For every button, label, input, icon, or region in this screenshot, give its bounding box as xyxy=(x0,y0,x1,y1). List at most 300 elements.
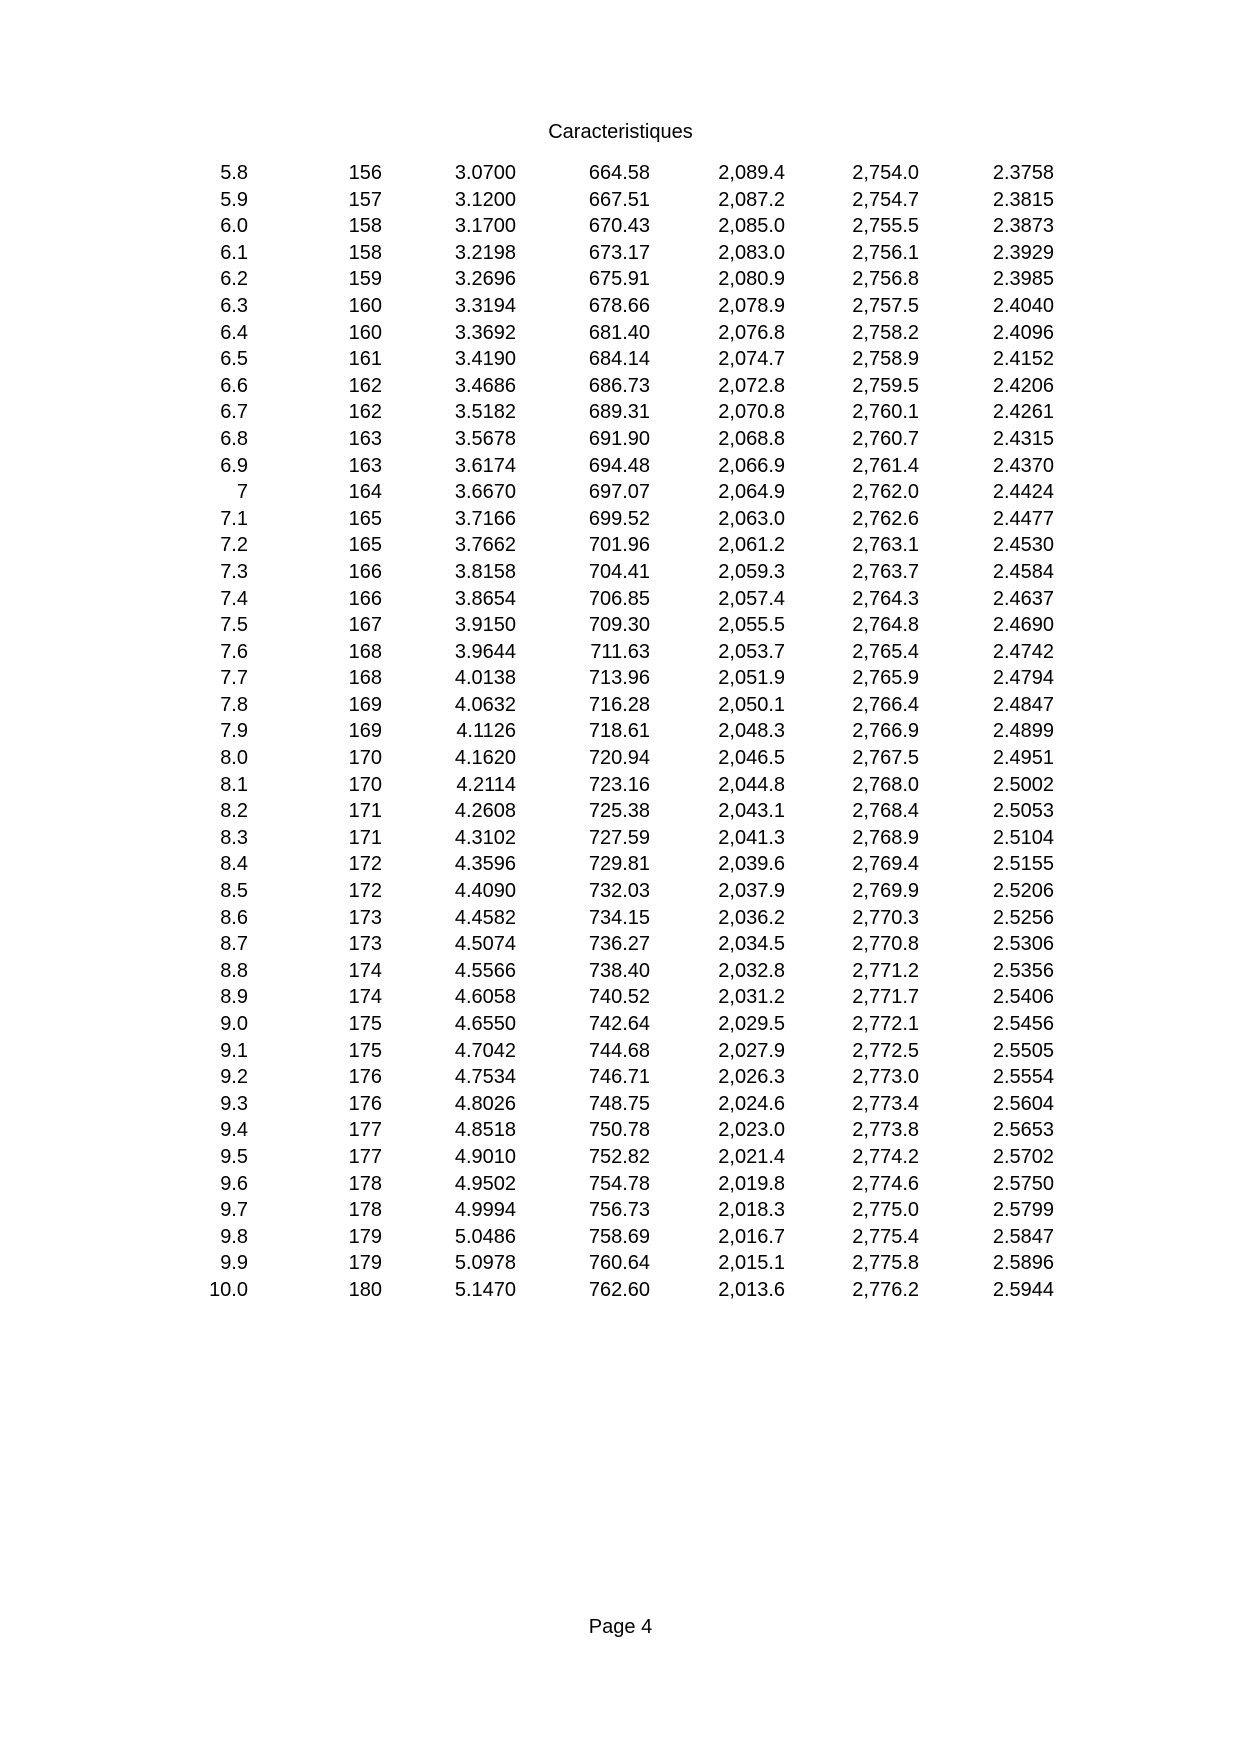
table-row xyxy=(164,825,1054,852)
table-row xyxy=(164,559,1054,586)
table-cell: 2,759.5 xyxy=(852,374,919,397)
table-row xyxy=(164,692,1054,719)
table-cell: 7.2 xyxy=(220,534,248,557)
table-cell: 2,089.4 xyxy=(718,162,785,184)
table-cell: 2.4951 xyxy=(992,747,1054,770)
table-cell: 3.9150 xyxy=(454,614,516,637)
table-cell: 742.64 xyxy=(588,1013,650,1035)
table-cell: 2.4206 xyxy=(992,374,1054,397)
table-cell: 3.9644 xyxy=(454,640,516,663)
table-cell: 3.7166 xyxy=(454,507,516,530)
table-cell: 2,764.3 xyxy=(852,587,919,610)
table-cell: 756.73 xyxy=(588,1199,650,1222)
table-cell: 2,048.3 xyxy=(718,720,785,743)
table-cell: 2.5604 xyxy=(992,1092,1054,1115)
table-cell: 3.8654 xyxy=(454,587,516,610)
table-cell: 4.1126 xyxy=(456,720,516,743)
table-cell: 2.5750 xyxy=(992,1172,1054,1195)
table-cell: 2,080.9 xyxy=(718,268,785,291)
table-cell: 2,771.2 xyxy=(852,959,919,982)
table-cell: 175 xyxy=(348,1013,382,1035)
table-cell: 4.2608 xyxy=(454,800,516,823)
table-cell: 6.4 xyxy=(220,321,248,344)
table-cell: 762.60 xyxy=(588,1278,650,1301)
table-cell: 2,013.6 xyxy=(718,1278,785,1301)
table-row xyxy=(164,266,1054,293)
table-cell: 177 xyxy=(348,1145,382,1168)
table-cell: 2,762.6 xyxy=(852,507,919,530)
table-cell: 738.40 xyxy=(588,959,650,982)
table-row xyxy=(164,1197,1054,1224)
table-cell: 9.1 xyxy=(220,1039,248,1062)
table-cell: 9.3 xyxy=(220,1092,248,1115)
table-cell: 746.71 xyxy=(588,1066,650,1089)
table-cell: 718.61 xyxy=(588,720,650,743)
table-cell: 2,758.9 xyxy=(852,348,919,371)
table-row xyxy=(164,426,1054,453)
table-cell: 6.6 xyxy=(220,374,248,397)
table-cell: 2.4315 xyxy=(992,427,1054,450)
table-cell: 709.30 xyxy=(588,614,650,637)
table-cell: 2,068.8 xyxy=(718,427,785,450)
table-cell: 3.3194 xyxy=(454,294,516,317)
table-cell: 3.4190 xyxy=(454,348,516,371)
table-cell: 163 xyxy=(348,427,382,450)
table-cell: 2,078.9 xyxy=(718,294,785,317)
table-cell: 2,085.0 xyxy=(718,215,785,238)
table-cell: 2.5002 xyxy=(992,773,1054,796)
table-cell: 4.9994 xyxy=(454,1199,516,1222)
table-cell: 162 xyxy=(348,374,382,397)
table-cell: 4.7042 xyxy=(454,1039,516,1062)
table-cell: 754.78 xyxy=(588,1172,650,1195)
table-cell: 9.0 xyxy=(220,1013,248,1035)
table-cell: 2.4261 xyxy=(992,401,1054,424)
table-cell: 7.6 xyxy=(220,640,248,663)
table-cell: 161 xyxy=(348,348,382,371)
table-cell: 713.96 xyxy=(588,667,650,690)
table-cell: 2,773.8 xyxy=(852,1119,919,1142)
table-cell: 177 xyxy=(348,1119,382,1142)
table-cell: 171 xyxy=(348,800,382,823)
table-cell: 2,087.2 xyxy=(718,188,785,211)
table-cell: 2,055.5 xyxy=(718,614,785,637)
table-cell: 2,039.6 xyxy=(718,853,785,876)
table-cell: 170 xyxy=(348,747,382,770)
table-cell: 2,037.9 xyxy=(718,880,785,903)
table-cell: 8.0 xyxy=(220,747,248,770)
table-cell: 2,031.2 xyxy=(718,986,785,1009)
table-cell: 3.4686 xyxy=(454,374,516,397)
table-cell: 2,018.3 xyxy=(718,1199,785,1222)
table-cell: 9.2 xyxy=(220,1066,248,1089)
table-row xyxy=(164,160,1054,187)
table-row xyxy=(164,532,1054,559)
table-cell: 3.0700 xyxy=(454,162,516,184)
table-cell: 2,758.2 xyxy=(852,321,919,344)
data-table xyxy=(164,160,1054,1304)
table-cell: 2,076.8 xyxy=(718,321,785,344)
table-cell: 2.3815 xyxy=(992,188,1054,211)
table-cell: 2,051.9 xyxy=(718,667,785,690)
table-cell: 4.4090 xyxy=(454,880,516,903)
table-cell: 2.4152 xyxy=(992,348,1054,371)
table-cell: 2,019.8 xyxy=(718,1172,785,1195)
table-row xyxy=(164,346,1054,373)
page-number: Page 4 xyxy=(588,1616,653,1638)
table-cell: 681.40 xyxy=(588,321,650,344)
table-row xyxy=(164,1117,1054,1144)
table-cell: 2.4742 xyxy=(992,640,1054,663)
table-cell: 711.63 xyxy=(590,640,650,663)
table-cell: 2.4794 xyxy=(992,667,1054,690)
table-cell: 165 xyxy=(348,534,382,557)
table-cell: 5.8 xyxy=(220,162,248,184)
table-cell: 2,029.5 xyxy=(718,1013,785,1035)
table-row xyxy=(164,1277,1054,1304)
table-cell: 2,768.9 xyxy=(852,826,919,849)
table-cell: 5.0486 xyxy=(454,1225,516,1248)
table-cell: 744.68 xyxy=(588,1039,650,1062)
table-row xyxy=(164,453,1054,480)
table-cell: 4.8518 xyxy=(454,1119,516,1142)
table-cell: 684.14 xyxy=(588,348,650,371)
table-cell: 2,770.8 xyxy=(852,933,919,956)
table-cell: 2.5104 xyxy=(992,826,1054,849)
table-cell: 8.4 xyxy=(220,853,248,876)
table-cell: 2,766.9 xyxy=(852,720,919,743)
table-row xyxy=(164,1038,1054,1065)
table-cell: 8.6 xyxy=(220,906,248,929)
table-cell: 2,756.1 xyxy=(852,241,919,264)
table-cell: 2.5155 xyxy=(992,853,1054,876)
table-cell: 2,763.1 xyxy=(852,534,919,557)
table-cell: 732.03 xyxy=(588,880,650,903)
table-cell: 4.9010 xyxy=(454,1145,516,1168)
table-cell: 3.5678 xyxy=(454,427,516,450)
table-cell: 2,021.4 xyxy=(718,1145,785,1168)
table-cell: 6.2 xyxy=(220,268,248,291)
table-cell: 704.41 xyxy=(588,560,650,583)
table-cell: 2.5306 xyxy=(992,933,1054,956)
table-cell: 175 xyxy=(348,1039,382,1062)
table-cell: 3.1700 xyxy=(454,215,516,238)
table-cell: 2,063.0 xyxy=(718,507,785,530)
table-row xyxy=(164,1064,1054,1091)
table-cell: 168 xyxy=(348,667,382,690)
table-cell: 2.5356 xyxy=(992,959,1054,982)
table-cell: 2.4424 xyxy=(992,481,1054,504)
table-row xyxy=(164,373,1054,400)
table-row xyxy=(164,213,1054,240)
table-row xyxy=(164,506,1054,533)
table-cell: 3.2696 xyxy=(454,268,516,291)
table-cell: 2,773.4 xyxy=(852,1092,919,1115)
table-cell: 4.6550 xyxy=(454,1013,516,1035)
table-cell: 2,762.0 xyxy=(852,481,919,504)
table-cell: 673.17 xyxy=(588,241,650,264)
table-cell: 164 xyxy=(348,481,382,504)
table-cell: 2,768.4 xyxy=(852,800,919,823)
table-cell: 2,775.8 xyxy=(852,1252,919,1275)
table-cell: 2,774.2 xyxy=(852,1145,919,1168)
table-cell: 2.3985 xyxy=(992,268,1054,291)
table-row xyxy=(164,586,1054,613)
table-cell: 6.3 xyxy=(220,294,248,317)
table-cell: 734.15 xyxy=(588,906,650,929)
table-cell: 750.78 xyxy=(588,1119,650,1142)
table-row xyxy=(164,612,1054,639)
table-cell: 4.5566 xyxy=(454,959,516,982)
table-cell: 2,763.7 xyxy=(852,560,919,583)
table-cell: 5.1470 xyxy=(454,1278,516,1301)
table-cell: 699.52 xyxy=(588,507,650,530)
table-cell: 2.3758 xyxy=(992,162,1054,184)
table-cell: 716.28 xyxy=(588,693,650,716)
table-cell: 2,034.5 xyxy=(718,933,785,956)
table-cell: 9.9 xyxy=(220,1252,248,1275)
table-cell: 2,769.9 xyxy=(852,880,919,903)
table-cell: 2.4530 xyxy=(992,534,1054,557)
table-cell: 2,041.3 xyxy=(718,826,785,849)
table-cell: 4.6058 xyxy=(454,986,516,1009)
table-cell: 675.91 xyxy=(588,268,650,291)
table-cell: 2,766.4 xyxy=(852,693,919,716)
table-cell: 4.0632 xyxy=(454,693,516,716)
table-cell: 2.4477 xyxy=(992,507,1054,530)
table-cell: 2,765.4 xyxy=(852,640,919,663)
table-cell: 168 xyxy=(348,640,382,663)
table-cell: 8.7 xyxy=(220,933,248,956)
table-cell: 697.07 xyxy=(588,481,650,504)
table-cell: 2,772.5 xyxy=(852,1039,919,1062)
table-cell: 2,032.8 xyxy=(718,959,785,982)
table-cell: 170 xyxy=(348,773,382,796)
table-row xyxy=(164,187,1054,214)
table-cell: 2,027.9 xyxy=(718,1039,785,1062)
table-cell: 667.51 xyxy=(588,188,650,211)
table-cell: 7.9 xyxy=(220,720,248,743)
table-cell: 3.6670 xyxy=(454,481,516,504)
table-cell: 2,767.5 xyxy=(852,747,919,770)
table-cell: 748.75 xyxy=(588,1092,650,1115)
table-cell: 740.52 xyxy=(588,986,650,1009)
table-cell: 2,083.0 xyxy=(718,241,785,264)
table-row xyxy=(164,399,1054,426)
table-cell: 173 xyxy=(348,933,382,956)
table-cell: 4.9502 xyxy=(454,1172,516,1195)
table-cell: 2.4847 xyxy=(992,693,1054,716)
table-row xyxy=(164,1224,1054,1251)
table-cell: 2,768.0 xyxy=(852,773,919,796)
table-cell: 701.96 xyxy=(588,534,650,557)
table-cell: 2,059.3 xyxy=(718,560,785,583)
table-cell: 2,066.9 xyxy=(718,454,785,477)
table-cell: 2.5896 xyxy=(992,1252,1054,1275)
table-cell: 2.5944 xyxy=(992,1278,1054,1301)
table-cell: 2,756.8 xyxy=(852,268,919,291)
table-cell: 7.7 xyxy=(220,667,248,690)
table-cell: 158 xyxy=(348,241,382,264)
table-cell: 2.4584 xyxy=(992,560,1054,583)
table-cell: 8.3 xyxy=(220,826,248,849)
table-cell: 2,023.0 xyxy=(718,1119,785,1142)
table-cell: 2.4040 xyxy=(992,294,1054,317)
table-cell: 4.4582 xyxy=(454,906,516,929)
table-cell: 2,024.6 xyxy=(718,1092,785,1115)
table-cell: 8.1 xyxy=(220,773,248,796)
table-cell: 2,755.5 xyxy=(852,215,919,238)
table-cell: 171 xyxy=(348,826,382,849)
table-cell: 8.2 xyxy=(220,800,248,823)
table-cell: 8.8 xyxy=(220,959,248,982)
table-cell: 166 xyxy=(348,587,382,610)
table-cell: 2.3929 xyxy=(992,241,1054,264)
table-cell: 2,771.7 xyxy=(852,986,919,1009)
table-cell: 2,765.9 xyxy=(852,667,919,690)
table-cell: 678.66 xyxy=(588,294,650,317)
table-cell: 7.5 xyxy=(220,614,248,637)
table-cell: 4.1620 xyxy=(454,747,516,770)
table-row xyxy=(164,639,1054,666)
table-row xyxy=(164,1091,1054,1118)
table-cell: 5.0978 xyxy=(454,1252,516,1275)
table-cell: 2,760.7 xyxy=(852,427,919,450)
table-cell: 2,044.8 xyxy=(718,773,785,796)
table-cell: 2.5847 xyxy=(992,1225,1054,1248)
table-cell: 2,072.8 xyxy=(718,374,785,397)
table-cell: 2,774.6 xyxy=(852,1172,919,1195)
table-cell: 174 xyxy=(348,986,382,1009)
table-cell: 8.5 xyxy=(220,880,248,903)
table-cell: 156 xyxy=(348,162,382,184)
table-cell: 3.3692 xyxy=(454,321,516,344)
table-cell: 172 xyxy=(348,853,382,876)
table-cell: 2,053.7 xyxy=(718,640,785,663)
table-cell: 9.8 xyxy=(220,1225,248,1248)
table-row xyxy=(164,320,1054,347)
table-row xyxy=(164,745,1054,772)
table-cell: 6.0 xyxy=(220,215,248,238)
table-cell: 165 xyxy=(348,507,382,530)
table-cell: 2,775.0 xyxy=(852,1199,919,1222)
table-cell: 727.59 xyxy=(588,826,650,849)
table-cell: 5.9 xyxy=(220,188,248,211)
table-cell: 723.16 xyxy=(588,773,650,796)
table-row xyxy=(164,479,1054,506)
table-cell: 2,043.1 xyxy=(718,800,785,823)
table-cell: 159 xyxy=(348,268,382,291)
table-cell: 2.5554 xyxy=(992,1066,1054,1089)
table-cell: 2,764.8 xyxy=(852,614,919,637)
table-cell: 169 xyxy=(348,693,382,716)
table-cell: 2,074.7 xyxy=(718,348,785,371)
table-cell: 3.5182 xyxy=(454,401,516,424)
table-cell: 172 xyxy=(348,880,382,903)
table-cell: 2,772.1 xyxy=(852,1013,919,1035)
table-cell: 2.4370 xyxy=(992,454,1054,477)
table-cell: 2.4899 xyxy=(992,720,1054,743)
table-cell: 752.82 xyxy=(588,1145,650,1168)
table-cell: 2,757.5 xyxy=(852,294,919,317)
table-row xyxy=(164,718,1054,745)
table-cell: 163 xyxy=(348,454,382,477)
table-cell: 167 xyxy=(348,614,382,637)
table-cell: 6.8 xyxy=(220,427,248,450)
table-cell: 173 xyxy=(348,906,382,929)
table-cell: 7.8 xyxy=(220,693,248,716)
table-row xyxy=(164,1250,1054,1277)
table-cell: 7.4 xyxy=(220,587,248,610)
table-cell: 2,775.4 xyxy=(852,1225,919,1248)
table-cell: 8.9 xyxy=(220,986,248,1009)
table-cell: 176 xyxy=(348,1092,382,1115)
table-row xyxy=(164,772,1054,799)
table-cell: 6.7 xyxy=(220,401,248,424)
table-row xyxy=(164,240,1054,267)
table-row xyxy=(164,1011,1054,1038)
table-cell: 2,064.9 xyxy=(718,481,785,504)
table-cell: 2,754.0 xyxy=(852,162,919,184)
table-cell: 2,061.2 xyxy=(718,534,785,557)
table-cell: 2,760.1 xyxy=(852,401,919,424)
table-cell: 4.3596 xyxy=(454,853,516,876)
table-cell: 2.5653 xyxy=(992,1119,1054,1142)
table-cell: 2,770.3 xyxy=(852,906,919,929)
table-cell: 9.6 xyxy=(220,1172,248,1195)
table-cell: 2,026.3 xyxy=(718,1066,785,1089)
table-cell: 7.3 xyxy=(220,560,248,583)
table-cell: 9.4 xyxy=(220,1119,248,1142)
table-cell: 2.5256 xyxy=(992,906,1054,929)
table-row xyxy=(164,931,1054,958)
table-cell: 176 xyxy=(348,1066,382,1089)
table-cell: 2.5406 xyxy=(992,986,1054,1009)
table-cell: 4.2114 xyxy=(456,773,516,796)
table-row xyxy=(164,905,1054,932)
table-row xyxy=(164,1171,1054,1198)
table-cell: 2,070.8 xyxy=(718,401,785,424)
table-cell: 160 xyxy=(348,321,382,344)
table-cell: 6.1 xyxy=(220,241,248,264)
table-cell: 2.5053 xyxy=(992,800,1054,823)
table-cell: 2,046.5 xyxy=(718,747,785,770)
table-cell: 6.5 xyxy=(220,348,248,371)
table-cell: 7 xyxy=(236,481,248,504)
table-cell: 2,050.1 xyxy=(718,693,785,716)
table-cell: 6.9 xyxy=(220,454,248,477)
table-row xyxy=(164,1144,1054,1171)
table-cell: 158 xyxy=(348,215,382,238)
table-row xyxy=(164,878,1054,905)
table-row xyxy=(164,958,1054,985)
table-cell: 736.27 xyxy=(588,933,650,956)
table-cell: 2,761.4 xyxy=(852,454,919,477)
table-cell: 689.31 xyxy=(588,401,650,424)
table-cell: 157 xyxy=(348,188,382,211)
table-cell: 3.1200 xyxy=(454,188,516,211)
table-cell: 2,769.4 xyxy=(852,853,919,876)
table-cell: 2,015.1 xyxy=(718,1252,785,1275)
table-cell: 9.5 xyxy=(220,1145,248,1168)
table-cell: 179 xyxy=(348,1252,382,1275)
table-cell: 4.5074 xyxy=(454,933,516,956)
table-cell: 4.3102 xyxy=(454,826,516,849)
table-cell: 4.0138 xyxy=(454,667,516,690)
table-cell: 691.90 xyxy=(588,427,650,450)
table-cell: 166 xyxy=(348,560,382,583)
table-cell: 162 xyxy=(348,401,382,424)
